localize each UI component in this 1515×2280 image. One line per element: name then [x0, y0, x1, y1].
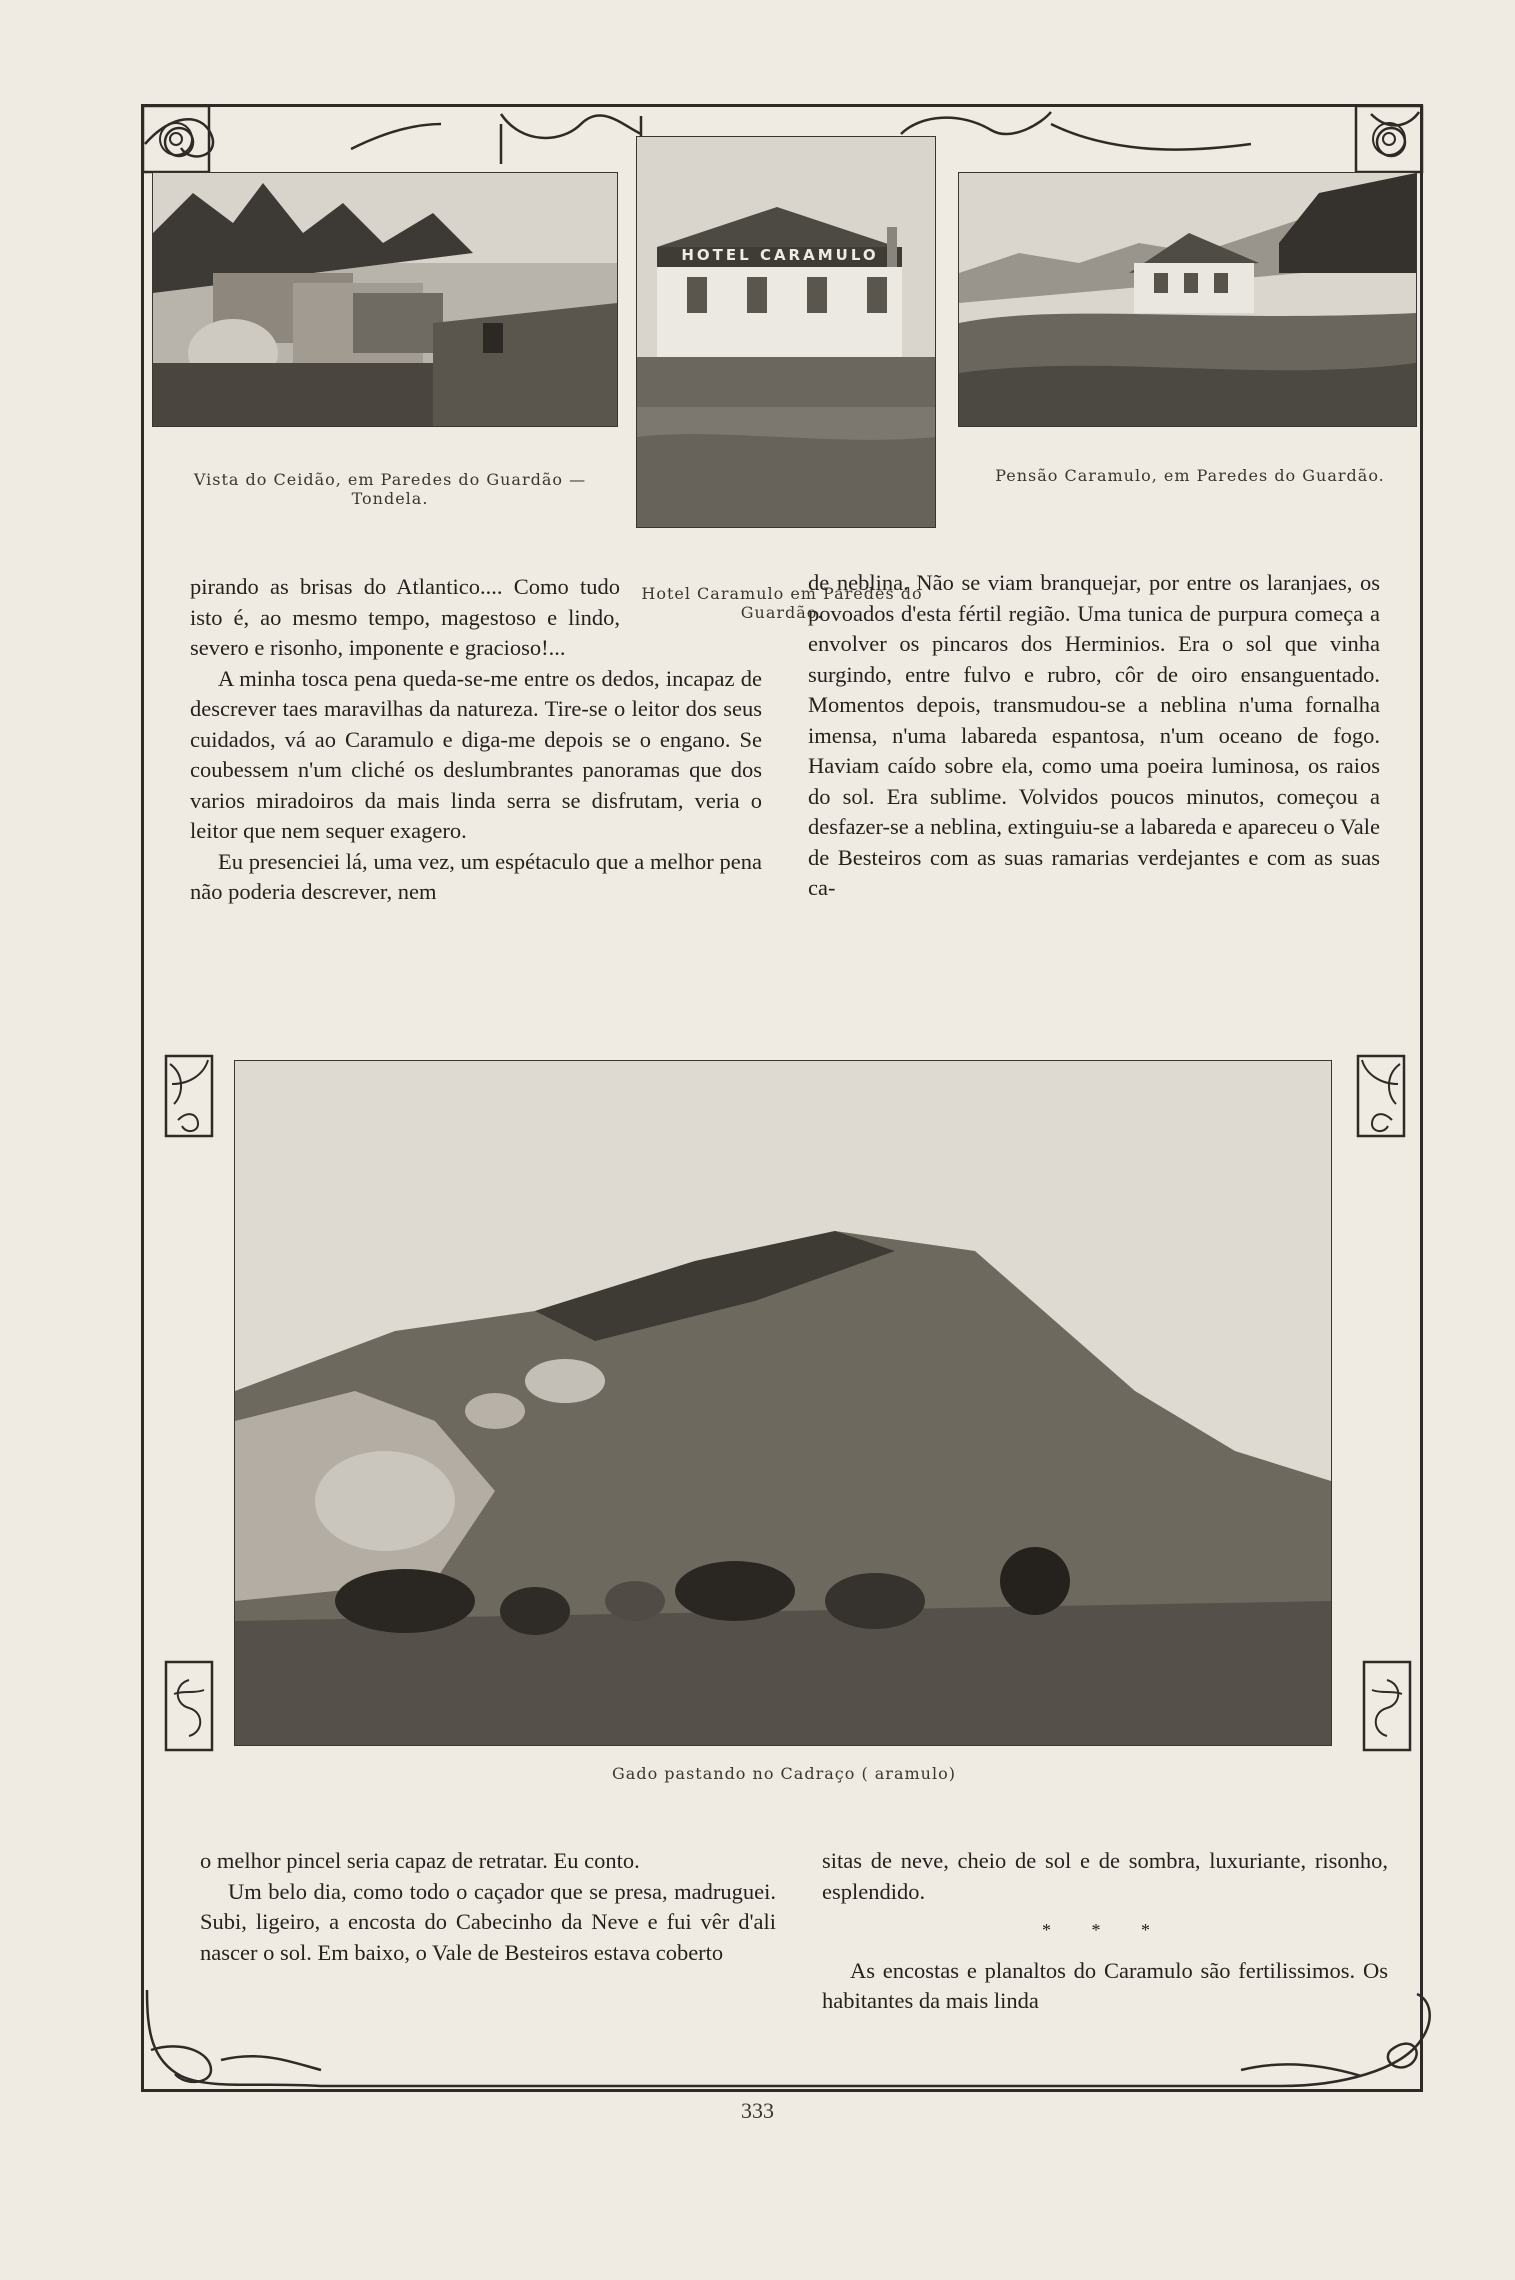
photo-gado-pastando: [234, 1060, 1332, 1746]
side-ornament-left-bottom: [164, 1660, 214, 1752]
caption-gado-pastando: Gado pastando no Cadraço ( aramulo): [612, 1764, 956, 1783]
photo-hotel-caramulo: [636, 136, 936, 528]
paragraph: As encostas e planaltos do Caramulo são fertilissimos. Os habitantes da mais linda: [822, 1957, 1388, 2013]
corner-ornament-right: [1354, 104, 1424, 174]
paragraph: o melhor pincel seria capaz de retratar. Eu conto.: [200, 1848, 640, 1873]
caption-pensao-caramulo: Pensão Caramulo, em Paredes do Guardão.: [995, 466, 1385, 485]
photo-pensao-caramulo: [958, 172, 1417, 427]
page-number: 333: [741, 2098, 774, 2123]
paragraph: pirando as brisas do Atlantico.... Como tudo isto é, ao mesmo tempo, magestoso e lindo, severo e risonho, imponente e gracioso!...: [190, 574, 620, 660]
text-column-right-upper: [808, 568, 1380, 904]
text-column-left-upper: [190, 572, 762, 908]
side-ornament-right-bottom: [1362, 1660, 1412, 1752]
side-ornament-right-top: [1356, 1054, 1406, 1138]
caption-ceidao: Vista do Ceidão, em Paredes do Guardão — Tondela.: [193, 470, 587, 508]
caption-hotel-caramulo: Hotel Caramulo em Paredes do Guardão.: [641, 584, 923, 622]
paragraph: Um belo dia, como todo o caçador que se presa, madruguei. Subi, ligeiro, a encosta do Cabecinho da Neve e fui vêr d'ali nascer o sol. Em baixo, o Vale de Besteiros estava coberto: [200, 1878, 776, 1965]
paragraph: Eu presenciei lá, uma vez, um espétaculo que a melhor pena não poderia descrever, nem: [190, 848, 762, 904]
hotel-sign: HOTEL CARAMULO: [681, 246, 879, 264]
paragraph: de neblina. Não se viam branquejar, por entre os laranjaes, os povoados d'esta fértil região. Uma tunica de purpura começa a envolver os pincaros dos Herminios. Era o sol que vinha surgindo, entre fulvo e rubro, côr de oiro ensanguentado. Momentos depois, transmudou-se a neblina n'uma fornalha imensa, n'uma labareda espantosa, n'um oceano de fogo. Haviam caído sobre ela, como uma poeira luminosa, os raios do sol. Era sublime. Volvidos poucos minutos, começou a desfazer-se a neblina, extinguiu-se a labareda e apareceu o Vale de Besteiros com as suas ramarias verdejantes e com as suas ca-: [808, 570, 1380, 900]
paragraph: sitas de neve, cheio de sol e de sombra, luxuriante, risonho, esplendido.: [822, 1848, 1388, 1904]
asterism: * * *: [1042, 1920, 1168, 1940]
photo-ceidao: [152, 172, 618, 427]
text-column-right-lower: [822, 1846, 1388, 2017]
paragraph: A minha tosca pena queda-se-me entre os dedos, incapaz de descrever taes maravilhas da natureza. Tire-se o leitor dos seus cuidados, vá ao Caramulo e diga-me depois se o engano. Se coubessem n'um cliché os deslumbrantes panoramas que dos varios miradoiros da mais linda serra se disfrutam, veria o leitor que nem sequer exagero.: [190, 665, 762, 843]
corner-ornament-left: [141, 104, 211, 174]
side-ornament-left-top: [164, 1054, 214, 1138]
text-column-left-lower: [200, 1846, 776, 1968]
